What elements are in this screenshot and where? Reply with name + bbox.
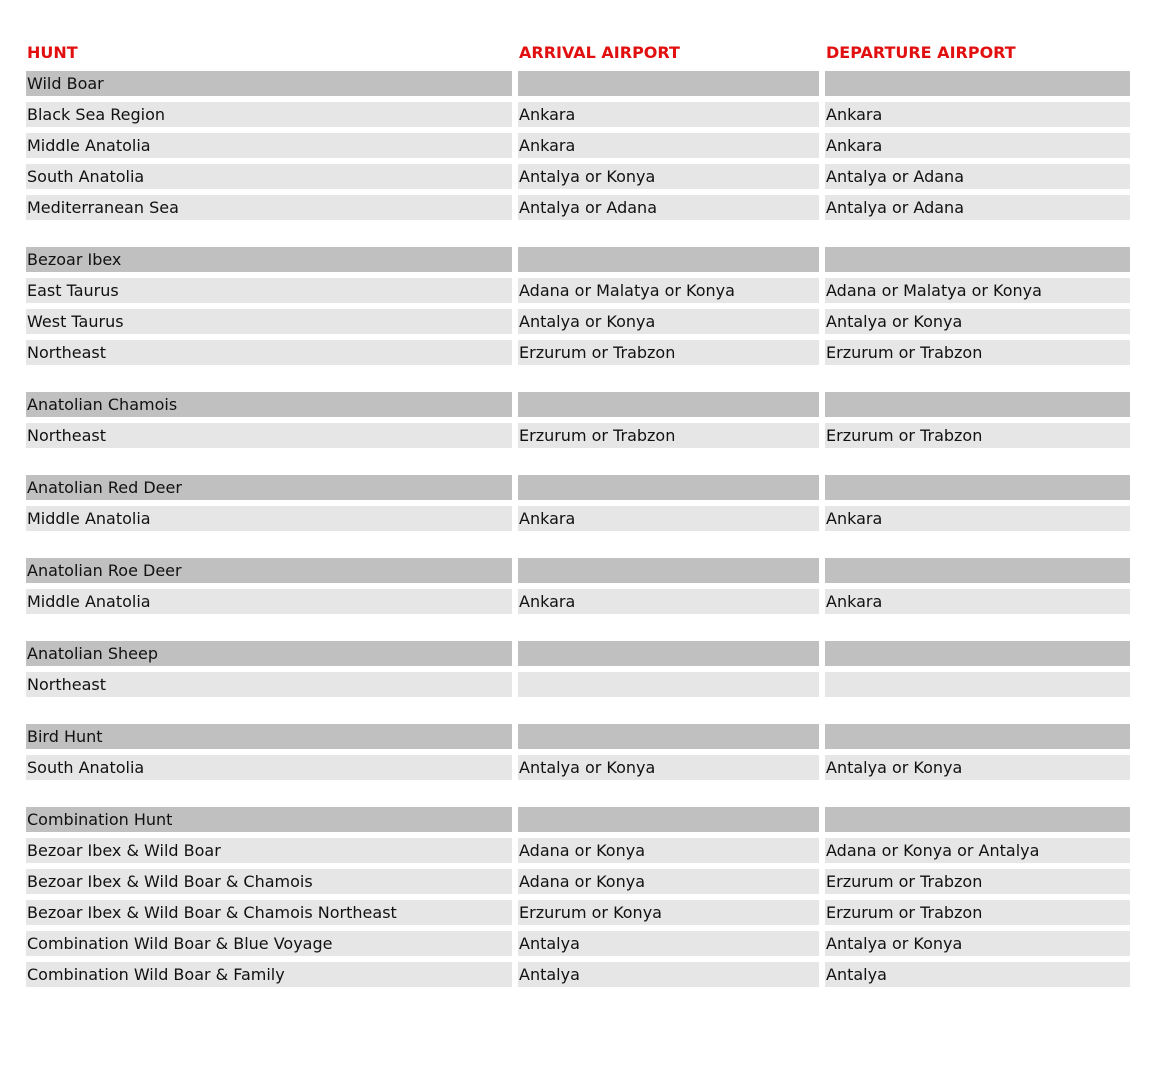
departure-airport-cell: Ankara [825, 506, 1130, 531]
table-row [26, 102, 1130, 127]
category-arrival-cell [518, 724, 819, 749]
hunt-cell: West Taurus [26, 309, 512, 334]
category-departure-cell [825, 392, 1130, 417]
departure-airport-cell: Antalya or Konya [825, 755, 1130, 780]
arrival-airport-cell: Adana or Konya [518, 838, 819, 863]
table-row [26, 869, 1130, 894]
category-arrival-cell [518, 558, 819, 583]
category-departure-cell [825, 247, 1130, 272]
departure-airport-cell: Ankara [825, 133, 1130, 158]
category-arrival-cell [518, 247, 819, 272]
category-departure-cell [825, 724, 1130, 749]
arrival-airport-cell: Ankara [518, 589, 819, 614]
hunt-cell: Black Sea Region [26, 102, 512, 127]
category-arrival-cell [518, 71, 819, 96]
category-name: Bezoar Ibex [26, 247, 512, 272]
departure-airport-cell: Antalya [825, 962, 1130, 987]
table-row [26, 900, 1130, 925]
hunt-cell: Middle Anatolia [26, 589, 512, 614]
arrival-airport-cell: Antalya or Adana [518, 195, 819, 220]
category-name: Anatolian Red Deer [26, 475, 512, 500]
hunt-cell: Mediterranean Sea [26, 195, 512, 220]
category-departure-cell [825, 475, 1130, 500]
category-row [26, 247, 1130, 272]
table-row [26, 755, 1130, 780]
category-row [26, 71, 1130, 96]
departure-airport-cell: Adana or Konya or Antalya [825, 838, 1130, 863]
hunt-cell: East Taurus [26, 278, 512, 303]
departure-airport-cell: Erzurum or Trabzon [825, 900, 1130, 925]
departure-airport-cell: Antalya or Adana [825, 195, 1130, 220]
hunt-group [26, 724, 1130, 780]
hunt-cell: Combination Wild Boar & Family [26, 962, 512, 987]
table-row [26, 838, 1130, 863]
hunt-cell: Northeast [26, 672, 512, 697]
category-name: Bird Hunt [26, 724, 512, 749]
hunt-group [26, 71, 1130, 220]
category-row [26, 807, 1130, 832]
arrival-airport-cell: Antalya or Konya [518, 309, 819, 334]
table-header-row [26, 40, 1130, 65]
category-row [26, 475, 1130, 500]
category-departure-cell [825, 71, 1130, 96]
arrival-airport-cell: Adana or Malatya or Konya [518, 278, 819, 303]
table-row [26, 589, 1130, 614]
category-name: Anatolian Roe Deer [26, 558, 512, 583]
arrival-airport-cell: Antalya or Konya [518, 164, 819, 189]
departure-airport-cell: Antalya or Konya [825, 309, 1130, 334]
hunt-cell: Bezoar Ibex & Wild Boar & Chamois Northeast [26, 900, 512, 925]
category-departure-cell [825, 558, 1130, 583]
arrival-airport-cell: Erzurum or Trabzon [518, 340, 819, 365]
arrival-airport-cell: Erzurum or Trabzon [518, 423, 819, 448]
arrival-airport-cell: Erzurum or Konya [518, 900, 819, 925]
hunt-cell: Middle Anatolia [26, 506, 512, 531]
category-name: Wild Boar [26, 71, 512, 96]
departure-airport-cell: Antalya or Konya [825, 931, 1130, 956]
category-row [26, 392, 1130, 417]
category-arrival-cell [518, 641, 819, 666]
category-departure-cell [825, 807, 1130, 832]
arrival-airport-cell: Ankara [518, 133, 819, 158]
category-name: Anatolian Sheep [26, 641, 512, 666]
departure-airport-cell: Erzurum or Trabzon [825, 423, 1130, 448]
hunt-group [26, 475, 1130, 531]
table-row [26, 506, 1130, 531]
arrival-airport-cell: Antalya [518, 931, 819, 956]
table-row [26, 672, 1130, 697]
category-name: Combination Hunt [26, 807, 512, 832]
table-row [26, 195, 1130, 220]
hunt-group [26, 247, 1130, 365]
table-row [26, 340, 1130, 365]
category-arrival-cell [518, 392, 819, 417]
departure-airport-cell: Ankara [825, 102, 1130, 127]
table-row [26, 133, 1130, 158]
hunt-cell: Bezoar Ibex & Wild Boar & Chamois [26, 869, 512, 894]
hunt-group [26, 807, 1130, 987]
table-row [26, 423, 1130, 448]
hunt-cell: Combination Wild Boar & Blue Voyage [26, 931, 512, 956]
arrival-airport-cell: Adana or Konya [518, 869, 819, 894]
departure-airport-cell: Adana or Malatya or Konya [825, 278, 1130, 303]
hunt-group [26, 392, 1130, 448]
table-row [26, 962, 1130, 987]
category-departure-cell [825, 641, 1130, 666]
table-row [26, 309, 1130, 334]
table-row [26, 931, 1130, 956]
category-row [26, 724, 1130, 749]
departure-airport-cell: Antalya or Adana [825, 164, 1130, 189]
departure-airport-cell [825, 672, 1130, 697]
hunt-group [26, 558, 1130, 614]
hunt-cell: Northeast [26, 340, 512, 365]
departure-airport-cell: Erzurum or Trabzon [825, 340, 1130, 365]
category-row [26, 641, 1130, 666]
hunt-cell: Bezoar Ibex & Wild Boar [26, 838, 512, 863]
header-arrival-airport: ARRIVAL AIRPORT [519, 43, 680, 62]
category-arrival-cell [518, 807, 819, 832]
hunt-cell: Middle Anatolia [26, 133, 512, 158]
category-arrival-cell [518, 475, 819, 500]
departure-airport-cell: Erzurum or Trabzon [825, 869, 1130, 894]
header-departure-airport: DEPARTURE AIRPORT [826, 43, 1016, 62]
arrival-airport-cell [518, 672, 819, 697]
table-body [26, 71, 1130, 987]
hunt-cell: South Anatolia [26, 164, 512, 189]
arrival-airport-cell: Antalya or Konya [518, 755, 819, 780]
arrival-airport-cell: Antalya [518, 962, 819, 987]
hunt-cell: South Anatolia [26, 755, 512, 780]
hunt-airport-table [26, 40, 1130, 993]
category-name: Anatolian Chamois [26, 392, 512, 417]
arrival-airport-cell: Ankara [518, 102, 819, 127]
table-row [26, 278, 1130, 303]
arrival-airport-cell: Ankara [518, 506, 819, 531]
table-row [26, 164, 1130, 189]
hunt-group [26, 641, 1130, 697]
category-row [26, 558, 1130, 583]
header-hunt: HUNT [27, 43, 78, 62]
hunt-cell: Northeast [26, 423, 512, 448]
departure-airport-cell: Ankara [825, 589, 1130, 614]
